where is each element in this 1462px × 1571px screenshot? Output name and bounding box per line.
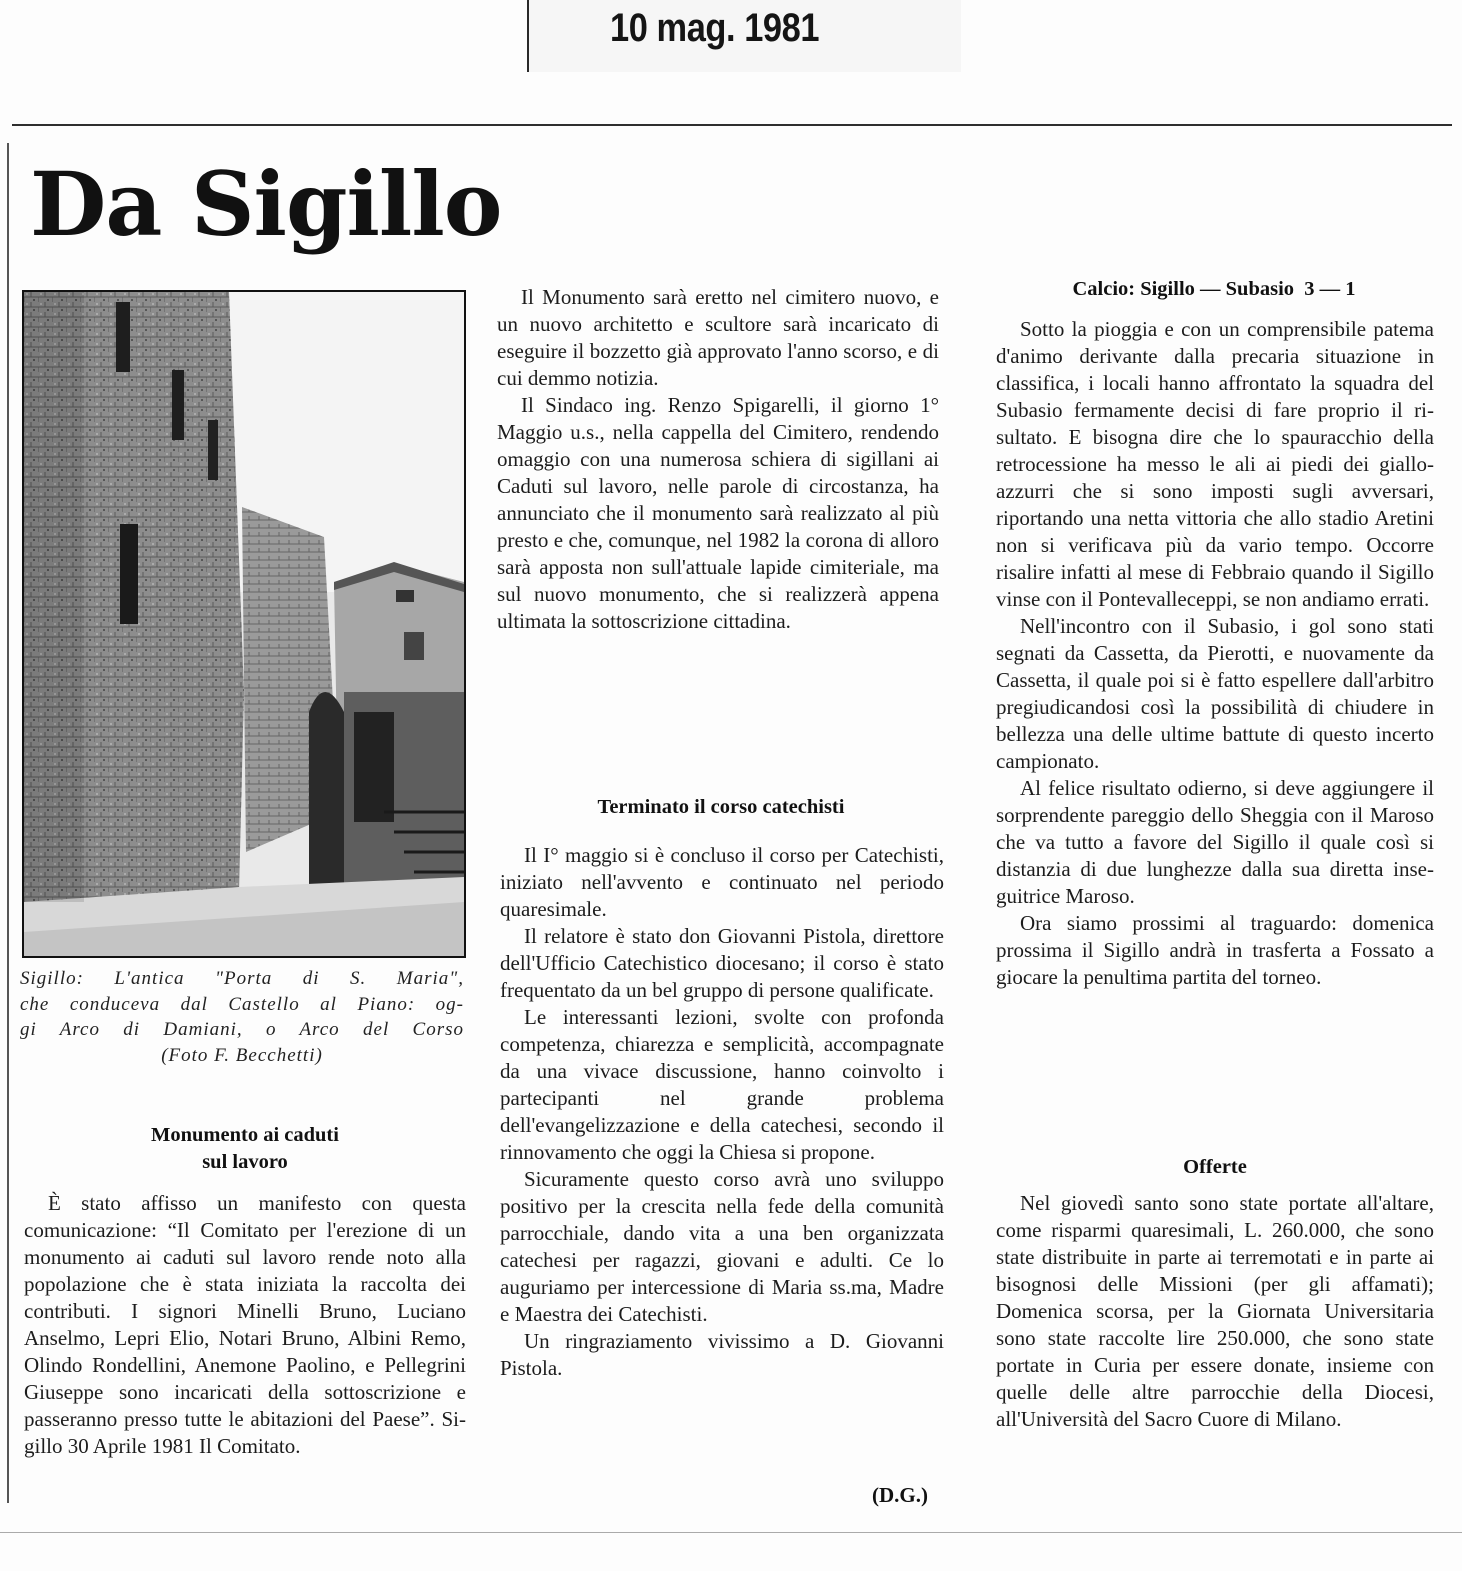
- calcio-text: [996, 316, 1434, 991]
- paragraph: Il Monumento sarà eretto nel cimitero nuovo, e un nuovo architetto e scultore sarà incaricato di eseguire il bozzetto già approvato l'anno scorso, e di cui demmo notizia.: [497, 285, 939, 390]
- paragraph: È stato affisso un manifesto con questa comunicazione: “Il Comitato per l'erezione di un monumento ai caduti sul lavoro rende noto alla popolazione che è stata iniziata la raccolta dei contributi. I signori Minelli Bruno, Luciano Anselmo, Lepri Elio, Notari Bruno, Albini Remo, Olindo Rondellini, Anemone Paolino, e Pellegrini Giuseppe sono incaricati della sottoscrizione e passeranno presso tutte le abitazioni del Paese”. Sigillo 30 Aprile 1981 Il Comitato.: [24, 1191, 466, 1458]
- photo-porta-santa-maria: [22, 290, 466, 958]
- paragraph: Il Sindaco ing. Renzo Spigarelli, il giorno 1° Maggio u.s., nella cappella del Cimitero, rendendo omaggio con una numerosa schiera di sigillani ai Caduti sul lavoro, nelle parole di circostanza, ha annunciato che il monumento sarà realizzato al più presto e che, comunque, nel 1982 la corona di alloro sarà apposta non sull'attuale lapide cimiteriale, ma sul nuovo monumento, che si realizzerà appena ultimata la sottoscrizione cittadina.: [497, 393, 939, 633]
- photo-caption: [20, 966, 464, 1068]
- paragraph: Le interessanti lezioni, svolte con profonda competenza, chiarezza e semplicità, accompagnate da una vivace discussione, hanno coinvolto i partecipanti nel grande problema dell'evangelizzazione e della catechesi, secondo il rinnovamento che oggi la Chiesa si propone.: [500, 1005, 944, 1164]
- calcio-title: Calcio: Sigillo — Subasio 3 — 1: [1072, 278, 1356, 300]
- article-headline: Da Sigillo: [30, 152, 502, 256]
- caption-line: Sigillo: L'antica "Porta di S. Maria",: [20, 968, 464, 989]
- clipping-top-edge: [12, 124, 1452, 126]
- catechisti-title: Terminato il corso catechisti: [597, 796, 845, 818]
- paragraph: Nel giovedì santo sono state portate all'altare, come risparmi quaresimali, L. 260.000, che sono state distribuite in parte ai terremotati e in parte ai bisognosi delle Missioni (per gli affamati); Domenica scorsa, per la Giornata Universitaria sono state raccolte lire 250.000, che sono state portate in Curia per essere donate, insieme con quelle delle altre parrocchie della Diocesi, all'Università del Sacro Cuore di Milano.: [996, 1191, 1434, 1431]
- offerte-title: Offerte: [1183, 1156, 1247, 1178]
- catechisti-text: [500, 842, 944, 1382]
- paragraph: Il relatore è stato don Giovanni Pistola, direttore dell'Ufficio Catechistico diocesano; il corso è stato frequentato da un bel gruppo di persone qualificate.: [500, 924, 944, 1002]
- caption-line: che conduceva dal Castello al Piano: og-: [20, 993, 464, 1015]
- monumento-title-line: Monumento ai caduti: [151, 1124, 339, 1146]
- paragraph: Ora siamo prossimi al traguardo: domenica prossima il Sigillo andrà in trasferta a Fossato a giocare la penultima partita del torneo.: [996, 911, 1434, 989]
- monumento-title: [30, 1122, 460, 1176]
- monumento-continuation: [497, 284, 939, 635]
- clipping-bottom-edge: [0, 1532, 1462, 1533]
- paragraph: Sicuramente questo corso avrà uno sviluppo positivo per la crescita nella fede della comunità parrocchiale, dando vita a una ben organizzata catechesi per ragazzi, giovani e adulti. Ce lo auguriamo per intercessione di Maria ss.ma, Madre e Maestra dei Catechisti.: [500, 1167, 944, 1326]
- photo-illustration: [24, 292, 464, 956]
- paragraph: Il I° maggio si è concluso il corso per Catechisti, iniziato nell'avvento e continuato nel periodo quaresimale.: [500, 843, 944, 921]
- paragraph: Al felice risultato odierno, si deve aggiungere il sorprendente pareggio dello Sheggia con il Maroso che va tutto a favore del Sigillo il quale così si distanzia di due lunghezze dalla sua diretta inseguitrice Maroso.: [996, 776, 1434, 908]
- author-signature: (D.G.): [872, 1483, 928, 1507]
- paragraph: Sotto la pioggia e con un comprensibile patema d'animo derivante dalla precaria situazione in classifica, i locali hanno affrontato la squadra del Subasio fermamente decisi di fare proprio il risultato. E bisogna dire che lo spauracchio della retrocessione ha messo le ali ai piedi dei giallo-azzurri che si sono imposti sugli avversari, riportando una netta vittoria che allo stadio Aretini non si verificava più da vario tempo. Occorre risalire infatti al mese di Febbraio quando il Sigillo vinse con il Pontevalleceppi, se non andiamo errati.: [996, 317, 1434, 611]
- paragraph: Nell'incontro con il Subasio, i gol sono stati segnati da Cassetta, da Pierotti, e nuovamente da Cassetta, il quale poi si è fatto espellere dall'arbitro pregiudicandosi così la possibilità di chiudere in bellezza una delle ultime battute di questo incerto campionato.: [996, 614, 1434, 773]
- paragraph: Un ringraziamento vivissimo a D. Giovanni Pistola.: [500, 1329, 944, 1380]
- monumento-text: [24, 1190, 466, 1460]
- monumento-title-line: sul lavoro: [202, 1151, 288, 1173]
- offerte-text: [996, 1190, 1434, 1433]
- caption-line: (Foto F. Becchetti): [161, 1044, 323, 1066]
- caption-line: gi Arco di Damiani, o Arco del Corso: [20, 1019, 464, 1040]
- clipping-left-edge: [7, 143, 9, 1503]
- clipping-date: 10 mag. 1981: [610, 6, 820, 50]
